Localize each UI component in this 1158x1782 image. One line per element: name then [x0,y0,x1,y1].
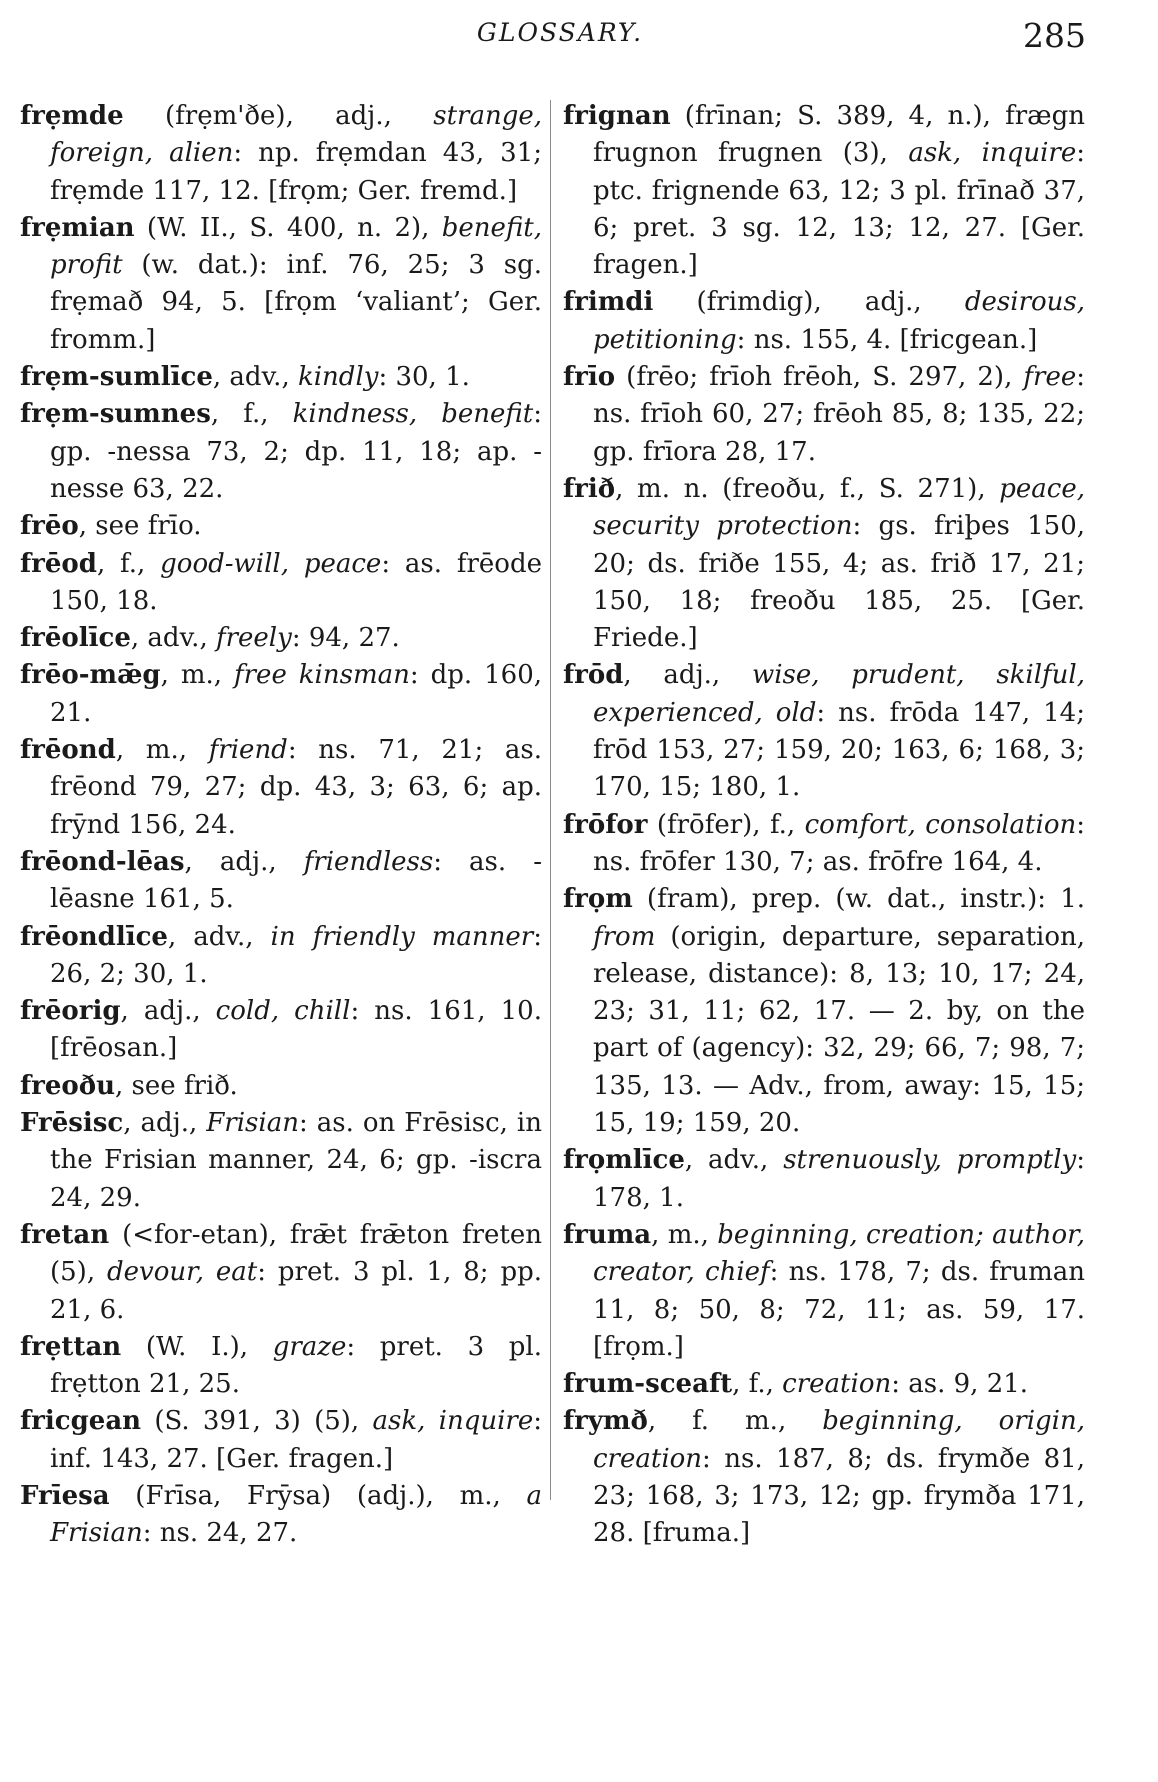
entry-grammar: , m. n. (freoðu, f., S. 271), [615,473,1000,504]
entry-headword: frẹttan [20,1331,122,1362]
entry-citations: : dp. 160, 21. [50,660,542,728]
entry-grammar: , see [115,1070,184,1101]
glossary-entry [563,1366,1085,1403]
glossary-entry [563,807,1085,882]
glossary-entry [20,210,542,359]
glossary-entry [563,284,1085,359]
entry-headword: frẹmian [20,212,135,243]
entry-headword: Frīesa [20,1480,110,1511]
glossary-entry [563,1142,1085,1217]
entry-citations: : 178, 1. [593,1145,1085,1213]
entry-headword: frēo-mǣg [20,660,161,691]
entry-headword: frọm [563,884,633,915]
entry-headword: frēolīce [20,623,131,654]
glossary-entry [20,1068,542,1105]
entry-headword: frōd [563,660,624,691]
entry-citations: : as. -lēasne 161, 5. [50,846,543,915]
entry-headword: frið [563,473,616,504]
entry-citations: : ns. 187, 8; ds. frymðe 81, 23; 168, 3; 173, 12; gp. frymða 171, 28. [fruma.] [593,1443,1085,1549]
entry-grammar: (<for-etan), frǣt frǣton freten (5), [50,1219,542,1288]
entry-headword: frẹmde [20,101,124,131]
glossary-entry [20,359,542,396]
entry-grammar: , f., [96,548,161,579]
entry-grammar: , adj., [123,1108,207,1139]
entry-citations: : as. 9, 21. [891,1369,1029,1400]
column-divider [550,100,551,1500]
entry-gloss: free kinsman [234,660,410,691]
entry-citations: : ns. frōfer 130, 7; as. frōfre 164, 4. [593,809,1085,877]
entry-grammar: , m., [160,660,234,691]
entry-headword: frọmlīce [563,1145,685,1176]
entry-headword: frēorig [20,996,121,1027]
glossary-entry [563,471,1085,657]
entry-grammar: (frōfer), f., [647,809,805,840]
entry-gloss: kindness, benefit [292,399,534,430]
entry-gloss: in friendly manner [270,921,534,952]
entry-headword: frēo [20,511,79,542]
glossary-entry [20,1403,542,1478]
entry-citations: : np. frẹmdan 43, 31; frẹmde 117, 12. [frọm; Ger. fremd.] [50,138,542,206]
entry-citations: : as. on Frēsisc, in the Frisian manner, 24, 6; gp. -iscra 24, 29. [50,1108,542,1213]
entry-gloss: Frisian [206,1108,299,1139]
entry-citations: (w. dat.): inf. 76, 25; 3 sg. frẹmað 94, 5. [frọm ‘valiant’; Ger. fromm.] [50,250,542,355]
entry-gloss: good-will, peace [160,548,382,579]
entry-grammar: , adj., [623,660,752,691]
glossary-entry [20,546,542,621]
entry-gloss: freely [215,623,292,654]
entry-grammar: , adv., [684,1145,784,1176]
running-title: GLOSSARY. [476,18,644,47]
entry-citations: : gp. -nessa 73, 2; dp. 11, 18; ap. -nesse 63, 22. [50,399,542,504]
entry-grammar: (frimdig), adj., [653,287,965,318]
glossary-entry [20,732,542,844]
entry-citations: : ns. 161, 10. [frēosan.] [50,996,542,1064]
entry-grammar: , f. m., [647,1406,823,1437]
glossary-entry [20,508,542,545]
entry-grammar: (frẹm'ðe), adj., [123,101,434,131]
entry-grammar: , adv., [212,362,298,393]
entry-gloss: creation [782,1369,892,1400]
entry-citations: : ptc. frignende 63, 12; 3 pl. frīnað 37, 6; pret. 3 sg. 12, 13; 12, 27. [Ger. fragen.] [593,138,1085,281]
entry-headword: frēond [20,735,116,766]
entry-grammar: , adv., [130,623,216,654]
entry-grammar: , see [78,511,148,542]
entry-grammar: (frīnan; S. 389, 4, n.), frægn frugnon frugnen (3), [593,101,1085,169]
running-head [0,14,1158,64]
entry-headword: frẹm-sumnes [20,399,211,430]
entry-headword: frēond-lēas [20,846,185,877]
entry-gloss: strenuously, promptly [783,1145,1077,1176]
glossary-entry [563,657,1085,806]
entry-grammar: (Frīsa, Frȳsa) (adj.), m., [109,1480,527,1511]
entry-headword: frignan [563,101,671,131]
glossary-entry [20,1217,542,1329]
entry-gloss: kindly [297,362,379,393]
entry-grammar: (W. II., S. 400, n. 2), [134,212,442,243]
entry-citations: (origin, departure, separation, release, distance): 8, 13; 10, 17; 24, 23; 31, 11; 62, 17. — 2. by, on the part of (agency): 32, 29; 66, 7; 98, 7; 135, 13. — Adv., from, away: 15, 15; 15, 19; 159, 20. [593,921,1085,1139]
entry-grammar: , m., [115,735,209,766]
entry-gloss: beginning, creation; author, creator, chief [593,1219,1085,1288]
entry-headword: frum-sceaft [563,1369,733,1400]
entry-gloss: ask, inquire [372,1406,534,1437]
entry-citations: frið. [183,1070,238,1101]
entry-citations: : pret. 3 pl. 1, 8; pp. 21, 6. [50,1257,542,1325]
entry-headword: frēondlīce [20,921,168,952]
entry-citations: : ns. frōda 147, 14; frōd 153, 27; 159, 20; 163, 6; 168, 3; 170, 15; 180, 1. [593,697,1085,803]
entry-citations: : ns. 155, 4. [fricgean.] [736,324,1038,355]
entry-gloss: from [593,921,656,952]
entry-citations: : 30, 1. [378,362,470,393]
entry-grammar: (W. I.), [121,1331,273,1362]
glossary-entry [20,396,542,508]
entry-citations: : 26, 2; 30, 1. [50,921,542,989]
entry-headword: frēod [20,548,97,579]
entry-citations: : ns. frīoh 60, 27; frēoh 85, 8; 135, 22; gp. frīora 28, 17. [593,362,1085,467]
page-number: 285 [1023,16,1086,55]
glossary-entry [20,1329,542,1404]
entry-citations: : ns. 178, 7; ds. fruman 11, 8; 50, 8; 72, 11; as. 59, 17. [frọm.] [593,1257,1086,1362]
entry-grammar: (fram), prep. (w. dat., instr.): 1. [632,884,1085,915]
glossary-entry [563,881,1085,1142]
glossary-entry [20,844,542,919]
entry-gloss: strange, foreign, alien [50,101,542,169]
glossary-entry [563,98,1085,284]
entry-citations: frīo. [147,511,202,542]
entry-citations: : as. frēode 150, 18. [50,548,542,616]
entry-headword: frōfor [563,809,648,840]
entry-gloss: wise, prudent, skilful, experienced, old [593,660,1086,728]
entry-gloss: friend [208,735,288,766]
entry-grammar: , adj., [184,846,304,877]
entry-citations: : ns. 71, 21; as. frēond 79, 27; dp. 43, 3; 63, 6; ap. frȳnd 156, 24. [50,735,542,840]
entry-headword: freoðu [20,1070,116,1101]
entry-gloss: friendless [303,846,434,877]
entry-citations: : 94, 27. [291,623,400,654]
entry-grammar: (frēo; frīoh frēoh, S. 297, 2), [615,362,1024,393]
glossary-entry [20,98,542,210]
entry-grammar: , m., [651,1219,718,1250]
right-column [563,98,1085,1553]
glossary-entry [563,1403,1085,1552]
entry-grammar: , adv., [167,921,271,952]
glossary-entry [563,359,1085,471]
glossary-entry [20,993,542,1068]
entry-headword: fruma [563,1219,652,1250]
entry-gloss: free [1023,362,1077,393]
entry-headword: fricgean [20,1406,142,1437]
entry-headword: Frēsisc [20,1108,124,1139]
entry-headword: frīo [563,362,616,393]
entry-gloss: desirous, petitioning [593,287,1085,355]
glossary-entry [20,1478,542,1553]
entry-gloss: graze [272,1331,347,1362]
entry-grammar: , f., [732,1369,783,1400]
glossary-entry [20,657,542,732]
glossary-entry [20,620,542,657]
entry-headword: frymð [563,1406,648,1437]
entry-gloss: beginning, origin, creation [593,1406,1085,1474]
entry-gloss: cold, chill [215,996,351,1027]
entry-gloss: comfort, consolation [804,809,1077,840]
glossary-entry [20,1105,542,1217]
entry-headword: frimdi [563,287,654,318]
entry-grammar: (S. 391, 3) (5), [141,1406,373,1437]
entry-gloss: a Frisian [50,1480,542,1549]
entry-headword: fretan [20,1219,110,1250]
left-column [20,98,542,1553]
entry-grammar: , f., [210,399,293,430]
entry-gloss: ask, inquire [908,138,1077,169]
entry-citations: : ns. 24, 27. [142,1518,298,1549]
entry-citations: : gs. friþes 150, 20; ds. friðe 155, 4; as. frið 17, 21; 150, 18; freoðu 185, 25. [Ger. Friede.] [593,511,1086,654]
entry-citations: : inf. 143, 27. [Ger. fragen.] [50,1406,542,1474]
entry-gloss: peace, security protection [593,473,1085,542]
glossary-entry [563,1217,1085,1366]
glossary-entry [20,919,542,994]
entry-headword: frẹm-sumlīce [20,362,213,393]
entry-citations: : pret. 3 pl. frẹtton 21, 25. [50,1331,542,1400]
entry-grammar: , adj., [120,996,216,1027]
entry-gloss: benefit, profit [50,212,542,281]
entry-gloss: devour, eat [107,1257,258,1288]
